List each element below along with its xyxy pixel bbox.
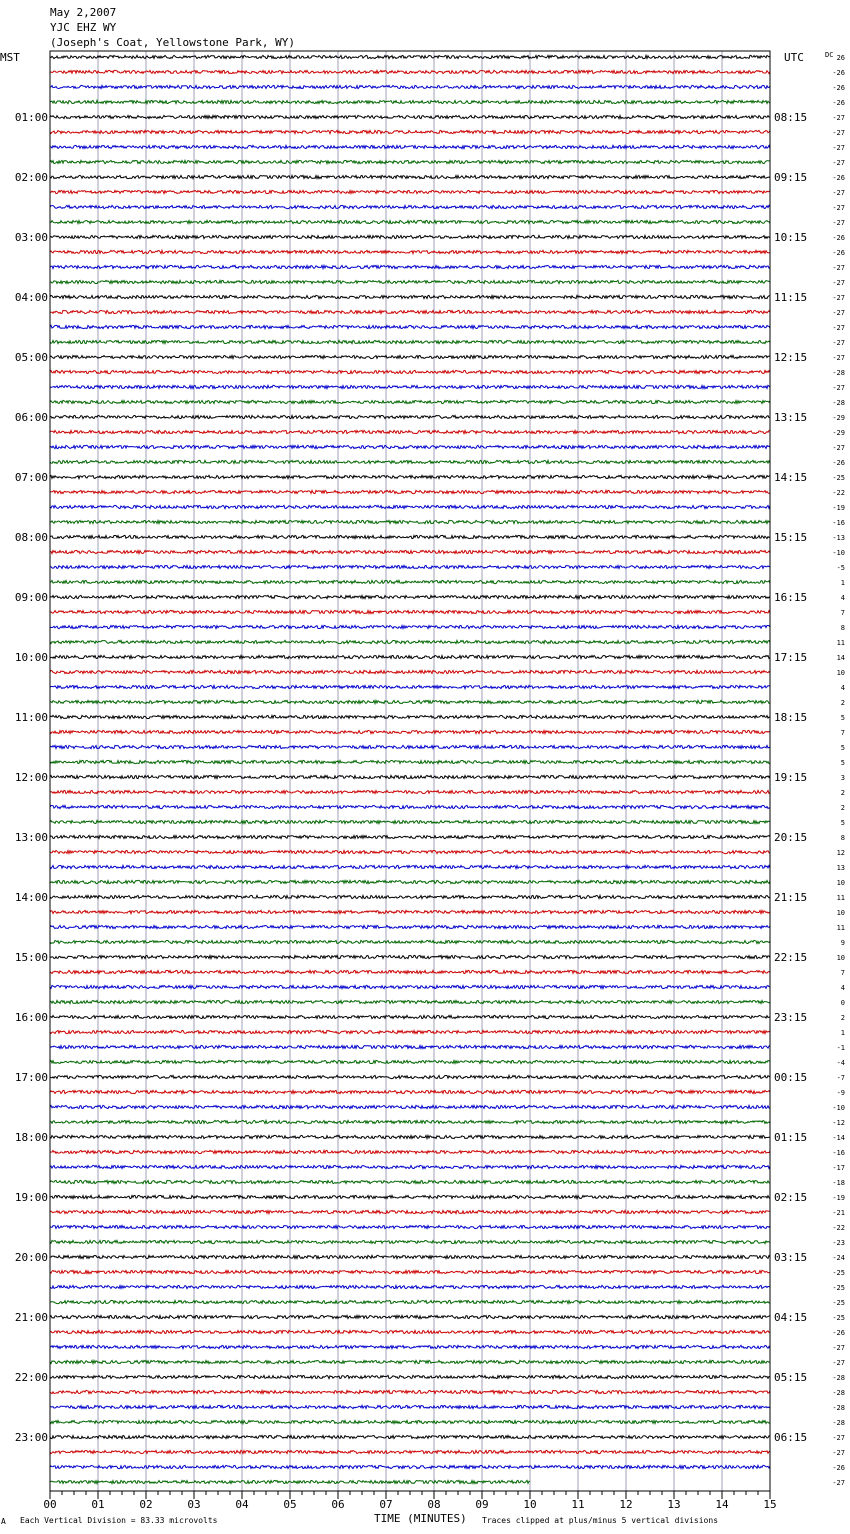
right-hour-label: 14:15	[774, 471, 808, 484]
trace-86	[50, 1330, 770, 1333]
trace-20	[50, 340, 770, 343]
dc-offset-value: -29	[832, 429, 845, 437]
footnote-clipping: Traces clipped at plus/minus 5 vertical divisions	[482, 1516, 719, 1525]
dc-offset-value: -23	[832, 1239, 845, 1247]
dc-offset-value: -22	[832, 1224, 845, 1232]
right-timezone-label: UTC	[784, 51, 804, 64]
trace-88	[50, 1360, 770, 1363]
right-hour-label: 21:15	[774, 891, 808, 904]
trace-47	[50, 745, 770, 748]
right-hour-label: 15:15	[774, 531, 808, 544]
dc-offset-value: -27	[832, 264, 845, 272]
right-hour-labels	[774, 111, 807, 1444]
trace-45	[50, 715, 770, 718]
dc-offset-value: 5	[840, 759, 845, 767]
dc-offset-value: 10	[836, 909, 845, 917]
trace-18	[50, 310, 770, 313]
dc-offset-value: 2	[840, 789, 845, 797]
dc-offset-value: -25	[832, 1314, 845, 1322]
header-date: May 2,2007	[50, 6, 117, 19]
trace-60	[50, 940, 770, 943]
trace-54	[50, 850, 770, 853]
trace-71	[50, 1105, 770, 1108]
dc-offset-value: 26	[836, 54, 845, 62]
trace-68	[50, 1060, 770, 1063]
dc-offset-value: -27	[832, 309, 845, 317]
dc-offset-value: -26	[832, 1464, 845, 1472]
left-hour-label: 04:00	[14, 291, 48, 304]
trace-16	[50, 280, 770, 283]
x-tick-label: 14	[715, 1498, 729, 1511]
trace-63	[50, 985, 770, 988]
left-hour-label: 03:00	[14, 231, 48, 244]
right-hour-label: 09:15	[774, 171, 808, 184]
dc-offset-value: 1	[840, 1029, 845, 1037]
dc-offset-value: -4	[836, 1059, 845, 1067]
trace-30	[50, 490, 770, 493]
dc-offset-value: 12	[836, 849, 845, 857]
trace-83	[50, 1285, 770, 1288]
trace-15	[50, 265, 770, 268]
right-hour-label: 03:15	[774, 1251, 808, 1264]
trace-46	[50, 730, 770, 733]
dc-offset-value: -27	[832, 189, 845, 197]
right-hour-label: 05:15	[774, 1371, 808, 1384]
dc-offset-value: -26	[832, 234, 845, 242]
trace-62	[50, 970, 770, 973]
right-hour-label: 19:15	[774, 771, 808, 784]
left-hour-label: 22:00	[14, 1371, 48, 1384]
trace-61	[50, 955, 770, 958]
dc-offset-value: 10	[836, 669, 845, 677]
trace-84	[50, 1300, 770, 1303]
left-hour-label: 20:00	[14, 1251, 48, 1264]
dc-offset-value: 2	[840, 804, 845, 812]
dc-offset-value: 10	[836, 879, 845, 887]
trace-59	[50, 925, 770, 928]
right-hour-label: 13:15	[774, 411, 808, 424]
x-tick-label: 15	[763, 1498, 777, 1511]
trace-35	[50, 565, 770, 568]
x-tick-label: 02	[139, 1498, 153, 1511]
trace-81	[50, 1255, 770, 1258]
dc-offset-value: -14	[832, 1134, 845, 1142]
dc-offset-value: -27	[832, 339, 845, 347]
left-hour-label: 18:00	[14, 1131, 48, 1144]
left-hour-label: 15:00	[14, 951, 48, 964]
dc-offset-value: -29	[832, 414, 845, 422]
dc-offset-value: -24	[832, 1254, 845, 1262]
trace-39	[50, 625, 770, 628]
left-hour-label: 06:00	[14, 411, 48, 424]
trace-12	[50, 220, 770, 223]
dc-offset-value: -7	[836, 1074, 845, 1082]
right-hour-label: 02:15	[774, 1191, 808, 1204]
dc-offset-value: -27	[832, 129, 845, 137]
dc-offset-value: -27	[832, 1344, 845, 1352]
right-hour-label: 04:15	[774, 1311, 808, 1324]
trace-85	[50, 1315, 770, 1318]
x-axis-title: TIME (MINUTES)	[374, 1512, 467, 1525]
trace-58	[50, 910, 770, 913]
left-hour-labels	[15, 111, 48, 1444]
right-hour-label: 06:15	[774, 1431, 808, 1444]
dc-offset-value: 8	[840, 624, 845, 632]
trace-50	[50, 790, 770, 793]
dc-offset-value: 5	[840, 819, 845, 827]
left-hour-label: 12:00	[14, 771, 48, 784]
dc-offset-value: -25	[832, 1299, 845, 1307]
trace-69	[50, 1075, 770, 1078]
trace-42	[50, 670, 770, 673]
right-hour-label: 10:15	[774, 231, 808, 244]
trace-82	[50, 1270, 770, 1273]
dc-offset-value: -22	[832, 489, 845, 497]
header-station: YJC EHZ WY	[50, 21, 117, 34]
dc-offset-value: -26	[832, 249, 845, 257]
left-hour-label: 23:00	[14, 1431, 48, 1444]
dc-offset-value: -27	[832, 1434, 845, 1442]
left-hour-label: 05:00	[14, 351, 48, 364]
dc-offset-value: 2	[840, 699, 845, 707]
trace-19	[50, 325, 770, 328]
dc-offset-value: 0	[840, 999, 845, 1007]
right-hour-label: 22:15	[774, 951, 808, 964]
trace-6	[50, 130, 770, 133]
trace-95	[50, 1465, 770, 1468]
trace-43	[50, 685, 770, 688]
trace-4	[50, 100, 770, 103]
trace-52	[50, 820, 770, 823]
trace-27	[50, 445, 770, 448]
trace-56	[50, 880, 770, 883]
left-hour-label: 02:00	[14, 171, 48, 184]
dc-offset-value: -27	[832, 114, 845, 122]
dc-offset-value: -28	[832, 399, 845, 407]
header-location: (Joseph's Coat, Yellowstone Park, WY)	[50, 36, 296, 49]
dc-offset-value: -27	[832, 354, 845, 362]
x-tick-label: 06	[331, 1498, 345, 1511]
dc-offset-value: -28	[832, 1389, 845, 1397]
right-hour-label: 00:15	[774, 1071, 808, 1084]
dc-offset-value: -26	[832, 99, 845, 107]
trace-17	[50, 295, 770, 298]
dc-offset-value: -27	[832, 219, 845, 227]
x-tick-label: 07	[379, 1498, 393, 1511]
left-hour-label: 14:00	[14, 891, 48, 904]
dc-offset-value: -19	[832, 1194, 845, 1202]
right-hour-label: 17:15	[774, 651, 808, 664]
trace-13	[50, 235, 770, 238]
dc-offset-value: -26	[832, 174, 845, 182]
dc-offset-value: 4	[840, 594, 845, 602]
trace-67	[50, 1045, 770, 1048]
dc-offset-value: -19	[832, 504, 845, 512]
dc-offset-value: -27	[832, 1479, 845, 1487]
trace-80	[50, 1240, 770, 1243]
trace-3	[50, 85, 770, 88]
left-hour-label: 07:00	[14, 471, 48, 484]
dc-offset-value: -12	[832, 1119, 845, 1127]
dc-offset-value: 7	[840, 609, 845, 617]
right-hour-label: 12:15	[774, 351, 808, 364]
dc-offset-value: -5	[836, 564, 845, 572]
right-hour-label: 08:15	[774, 111, 808, 124]
x-tick-label: 13	[667, 1498, 681, 1511]
trace-24	[50, 400, 770, 403]
dc-offset-value: -25	[832, 474, 845, 482]
left-hour-label: 11:00	[14, 711, 48, 724]
left-hour-label: 10:00	[14, 651, 48, 664]
right-hour-label: 16:15	[774, 591, 808, 604]
trace-32	[50, 520, 770, 523]
trace-11	[50, 205, 770, 208]
trace-29	[50, 475, 770, 478]
right-hour-label: 20:15	[774, 831, 808, 844]
trace-40	[50, 640, 770, 643]
trace-48	[50, 760, 770, 763]
dc-offset-value: -1	[836, 1044, 845, 1052]
dc-offset-value: -10	[832, 549, 845, 557]
trace-93	[50, 1435, 770, 1438]
dc-offset-value: 13	[836, 864, 845, 872]
trace-74	[50, 1150, 770, 1153]
trace-22	[50, 370, 770, 373]
dc-offset-value: 4	[840, 984, 845, 992]
trace-8	[50, 160, 770, 163]
dc-offset-value: -25	[832, 1269, 845, 1277]
trace-64	[50, 1000, 770, 1003]
dc-offset-value: 11	[836, 894, 845, 902]
trace-57	[50, 895, 770, 898]
dc-offset-value: -27	[832, 144, 845, 152]
trace-44	[50, 700, 770, 703]
trace-70	[50, 1090, 770, 1093]
x-tick-label: 10	[523, 1498, 537, 1511]
right-hour-label: 01:15	[774, 1131, 808, 1144]
dc-offset-value: -18	[832, 1179, 845, 1187]
dc-offset-value: -21	[832, 1209, 845, 1217]
dc-offset-value: -28	[832, 1404, 845, 1412]
trace-72	[50, 1120, 770, 1123]
left-hour-label: 19:00	[14, 1191, 48, 1204]
trace-series	[50, 55, 770, 1483]
right-hour-label: 11:15	[774, 291, 808, 304]
dc-offset-value: -13	[832, 534, 845, 542]
dc-offset-value: 11	[836, 924, 845, 932]
dc-offset-value: -26	[832, 1329, 845, 1337]
trace-73	[50, 1135, 770, 1138]
x-tick-label: 09	[475, 1498, 489, 1511]
trace-5	[50, 115, 770, 118]
right-hour-label: 18:15	[774, 711, 808, 724]
dc-offset-value: 3	[840, 774, 845, 782]
dc-offset-value: -28	[832, 369, 845, 377]
dc-offset-value: 7	[840, 969, 845, 977]
trace-92	[50, 1420, 770, 1423]
trace-41	[50, 655, 770, 658]
footnote-corner-mark: A	[1, 1517, 6, 1526]
dc-offset-value: -27	[832, 1359, 845, 1367]
dc-offset-value: 9	[840, 939, 845, 947]
left-hour-label: 13:00	[14, 831, 48, 844]
dc-offset-value: -27	[832, 204, 845, 212]
x-tick-label: 11	[571, 1498, 585, 1511]
x-tick-label: 05	[283, 1498, 297, 1511]
left-hour-label: 09:00	[14, 591, 48, 604]
x-tick-label: 03	[187, 1498, 201, 1511]
dc-offset-value: -16	[832, 1149, 845, 1157]
dc-offset-value: -28	[832, 1374, 845, 1382]
trace-79	[50, 1225, 770, 1228]
dc-offset-value: -9	[836, 1089, 845, 1097]
dc-offset-value: -10	[832, 1104, 845, 1112]
dc-offset-value: 5	[840, 744, 845, 752]
dc-offset-value: -27	[832, 1449, 845, 1457]
trace-31	[50, 505, 770, 508]
trace-94	[50, 1450, 770, 1453]
trace-26	[50, 430, 770, 433]
x-tick-label: 00	[43, 1498, 57, 1511]
trace-21	[50, 355, 770, 358]
dc-offset-value: -26	[832, 69, 845, 77]
dc-offset-value: -25	[832, 1284, 845, 1292]
dc-offset-value: -28	[832, 1419, 845, 1427]
dc-offset-value: 4	[840, 684, 845, 692]
right-hour-label: 23:15	[774, 1011, 808, 1024]
trace-87	[50, 1345, 770, 1348]
trace-75	[50, 1165, 770, 1168]
dc-offset-value: -27	[832, 159, 845, 167]
x-tick-label: 01	[91, 1498, 105, 1511]
x-axis	[43, 1491, 776, 1511]
trace-28	[50, 460, 770, 463]
trace-23	[50, 385, 770, 388]
trace-37	[50, 595, 770, 598]
dc-offset-value: -27	[832, 279, 845, 287]
dc-offset-value: -26	[832, 459, 845, 467]
trace-14	[50, 250, 770, 253]
dc-offset-value: -17	[832, 1164, 845, 1172]
trace-91	[50, 1405, 770, 1408]
dc-offset-value: -27	[832, 294, 845, 302]
trace-38	[50, 610, 770, 613]
dc-offset-value: 10	[836, 954, 845, 962]
trace-90	[50, 1390, 770, 1393]
trace-36	[50, 580, 770, 583]
trace-76	[50, 1180, 770, 1183]
dc-offset-labels	[832, 54, 845, 1487]
dc-label: DC	[825, 51, 834, 59]
footnote-vertical-division: Each Vertical Division = 83.33 microvolts	[20, 1516, 218, 1525]
trace-34	[50, 550, 770, 553]
left-hour-label: 17:00	[14, 1071, 48, 1084]
trace-51	[50, 805, 770, 808]
x-tick-label: 08	[427, 1498, 441, 1511]
trace-78	[50, 1210, 770, 1213]
trace-55	[50, 865, 770, 868]
left-hour-label: 16:00	[14, 1011, 48, 1024]
dc-offset-value: 8	[840, 834, 845, 842]
trace-66	[50, 1030, 770, 1033]
left-hour-label: 08:00	[14, 531, 48, 544]
dc-offset-value: -27	[832, 324, 845, 332]
dc-offset-value: 7	[840, 729, 845, 737]
trace-77	[50, 1195, 770, 1198]
trace-53	[50, 835, 770, 838]
x-tick-label: 12	[619, 1498, 633, 1511]
x-tick-label: 04	[235, 1498, 249, 1511]
left-timezone-label: MST	[0, 51, 20, 64]
dc-offset-value: 5	[840, 714, 845, 722]
dc-offset-value: 11	[836, 639, 845, 647]
trace-25	[50, 415, 770, 418]
trace-33	[50, 535, 770, 538]
trace-10	[50, 190, 770, 193]
trace-2	[50, 70, 770, 73]
dc-offset-value: 14	[836, 654, 845, 662]
dc-offset-value: -16	[832, 519, 845, 527]
dc-offset-value: -27	[832, 444, 845, 452]
dc-offset-value: 2	[840, 1014, 845, 1022]
trace-7	[50, 145, 770, 148]
dc-offset-value: -27	[832, 384, 845, 392]
trace-9	[50, 175, 770, 178]
left-hour-label: 01:00	[14, 111, 48, 124]
dc-offset-value: -26	[832, 84, 845, 92]
trace-89	[50, 1375, 770, 1378]
dc-offset-value: 1	[840, 579, 845, 587]
left-hour-label: 21:00	[14, 1311, 48, 1324]
trace-1	[50, 55, 770, 58]
trace-65	[50, 1015, 770, 1018]
trace-49	[50, 775, 770, 778]
